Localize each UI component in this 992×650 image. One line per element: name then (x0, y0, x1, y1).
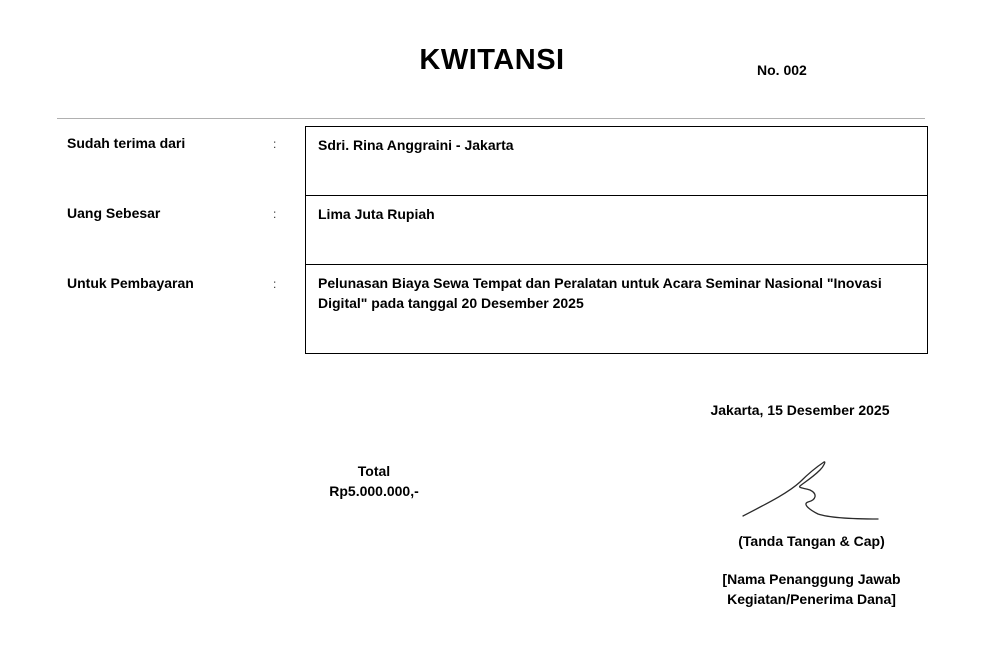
total-label: Total (357, 463, 391, 479)
field-value-received-from: Sdri. Rina Anggraini - Jakarta (305, 126, 928, 196)
field-colon: : (273, 137, 277, 151)
field-value-amount: Lima Juta Rupiah (305, 196, 928, 265)
receipt-title: KWITANSI (419, 44, 565, 76)
signature-place-date: Jakarta, 15 Desember 2025 (710, 402, 890, 418)
signature-icon (738, 458, 883, 523)
field-colon: : (273, 207, 277, 221)
header-divider (57, 118, 925, 119)
total-block (300, 461, 448, 501)
signature-caption: (Tanda Tangan & Cap) (738, 533, 885, 549)
signatory-name: [Nama Penanggung Jawab Kegiatan/Penerima Dana] (722, 571, 901, 607)
total-amount: Rp5.000.000,- (329, 483, 419, 499)
field-value-purpose: Pelunasan Biaya Sewa Tempat dan Peralatan untuk Acara Seminar Nasional "Inovasi Digital" pada tanggal 20 Desember 2025 (305, 265, 928, 354)
field-colon: : (273, 277, 277, 291)
field-label-purpose: Untuk Pembayaran (67, 275, 194, 291)
field-label-received-from: Sudah terima dari (67, 135, 186, 151)
field-label-amount: Uang Sebesar (67, 205, 161, 221)
receipt-number: No. 002 (757, 62, 807, 78)
